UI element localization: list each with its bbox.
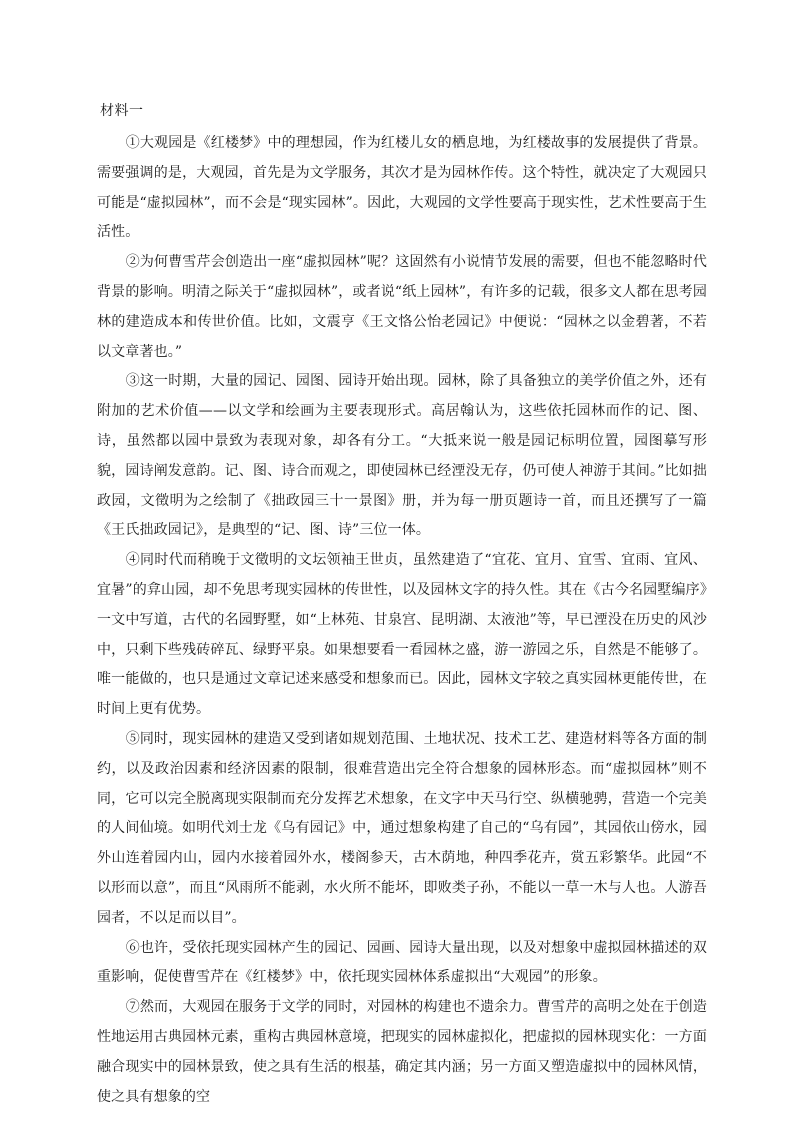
paragraph-5: ⑤同时，现实园林的建造又受到诸如规划范围、土地状况、技术工艺、建造材料等各方面的制约，以及政治因素和经济因素的限制，很难营造出完全符合想象的园林形态。而“虚拟园林”则不同，它可以完全脱离现实限制而充分发挥艺术想象，在文字中天马行空、纵横驰骋，营造一个完美的人间仙境。如明代刘士龙《乌有园记》中，通过想象构建了自己的“乌有园”，其园依山傍水，园外山连着园内山，园内水接着园外水，楼阁参天，古木荫地，种四季花卉，赏五彩繁华。此园“不以形而以意”，而且“风雨所不能剥，水火所不能坏，即败类子孙，不能以一草一木与人也。人游吾园者，不以足而以目”。 (97, 730, 707, 926)
paragraph-2: ②为何曹雪芹会创造出一座“虚拟园林”呢？这固然有小说情节发展的需要，但也不能忽略时代背景的影响。明清之际关于“虚拟园林”，或者说“纸上园林”，有许多的记载，很多文人都在思考园林的建造成本和传世价值。比如，文震亨《王文恪公怡老园记》中便说：“园林之以金碧著，不若以文章著也。” (97, 254, 707, 360)
paragraph-4: ④同时代而稍晚于文徵明的文坛领袖王世贞，虽然建造了“宜花、宜月、宜雪、宜雨、宜风、宜暑”的弇山园，却不免思考现实园林的传世性，以及园林文字的持久性。其在《古今名园墅编序》一文中写道，古代的名园野墅，如“上林苑、甘泉宫、昆明湖、太液池”等，早已湮没在历史的风沙中，只剩下些残砖碎瓦、绿野平泉。如果想要看一看园林之盛，游一游园之乐，自然是不能够了。唯一能做的，也只是通过文章记述来感受和想象而已。因此，园林文字较之真实园林更能传世，在时间上更有优势。 (97, 552, 707, 718)
paragraph-1: ①大观园是《红楼梦》中的理想园，作为红楼儿女的栖息地，为红楼故事的发展提供了背景。需要强调的是，大观园，首先是为文学服务，其次才是为园林作传。这个特性，就决定了大观园只可能是“虚拟园林”，而不会是“现实园林”。因此，大观园的文学性要高于现实性，艺术性要高于生活性。 (97, 135, 707, 241)
document-body (97, 96, 707, 1112)
paragraph-6: ⑥也许，受依托现实园林产生的园记、园画、园诗大量出现，以及对想象中虚拟园林描述的双重影响，促使曹雪芹在《红楼梦》中，依托现实园林体系虚拟出“大观园”的形象。 (97, 939, 707, 986)
paragraph-7: ⑦然而，大观园在服务于文学的同时，对园林的构建也不遗余力。曹雪芹的高明之处在于创造性地运用古典园林元素，重构古典园林意境，把现实的园林虚拟化，把虚拟的园林现实化：一方面融合现实中的园林景致，使之具有生活的根基，确定其内涵；另一方面又塑造虚拟中的园林风情，使之具有想象的空 (97, 999, 707, 1105)
section-heading: 材料一 (100, 103, 144, 119)
paragraph-3: ③这一时期，大量的园记、园图、园诗开始出现。园林，除了具备独立的美学价值之外，还有附加的艺术价值——以文学和绘画为主要表现形式。高居翰认为，这些依托园林而作的记、图、诗，虽然都以园中景致为表现对象，却各有分工。“大抵来说一般是园记标明位置，园图摹写形貌，园诗阐发意韵。记、图、诗合而观之，即使园林已经湮没无存，仍可使人神游于其间。”比如拙政园，文徵明为之绘制了《拙政园三十一景图》册，并为每一册页题诗一首，而且还撰写了一篇《王氏拙政园记》，是典型的“记、图、诗”三位一体。 (97, 373, 707, 539)
